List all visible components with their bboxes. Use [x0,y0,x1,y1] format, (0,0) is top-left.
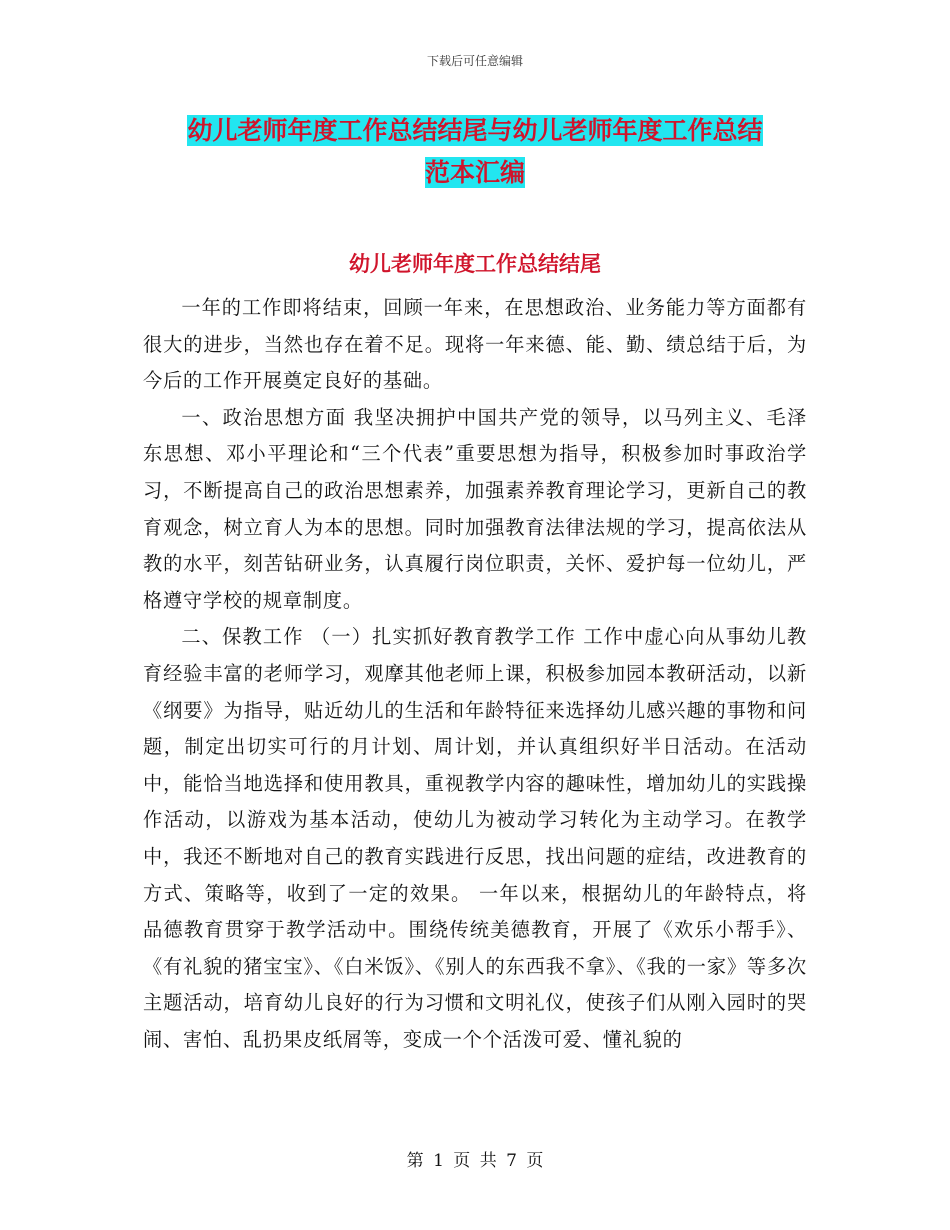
document-title [140,110,810,194]
section-title: 幼儿老师年度工作总结结尾 [349,252,601,276]
document-title-line-2: 范本汇编 [424,158,525,187]
document-body [143,290,807,1058]
paragraph-intro: 一年的工作即将结束，回顾一年来，在思想政治、业务能力等方面都有很大的进步，当然也存在着不足。现将一年来德、能、勤、绩总结于后，为今后的工作开展奠定良好的基础。 [143,296,807,393]
paragraph-teaching-work: 二、保教工作 （一）扎实抓好教育教学工作 工作中虚心向从事幼儿教育经验丰富的老师学习，观摩其他老师上课，积极参加园本教研活动，以新《纲要》为指导，贴近幼儿的生活和年龄特征来选择幼儿感兴趣的事物和问题，制定出切实可行的月计划、周计划，并认真组织好半日活动。在活动中，能恰当地选择和使用教具，重视教学内容的趣味性，增加幼儿的实践操作活动，以游戏为基本活动，使幼儿为被动学习转化为主动学习。在教学中，我还不断地对自己的教育实践进行反思，找出问题的症结，改进教育的方式、策略等，收到了一定的效果。 一年以来，根据幼儿的年龄特点，将品德教育贯穿于教学活动中。围绕传统美德教育，开展了《欢乐小帮手》、《有礼貌的猪宝宝》、《白米饭》、《别人的东西我不拿》、《我的一家》等多次主题活动，培育幼儿良好的行为习惯和文明礼仪，使孩子们从刚入园时的哭闹、害怕、乱扔果皮纸屑等，变成一个个活泼可爱、懂礼貌的 [143,625,807,1051]
page-header-note: 下载后可任意编辑 [426,54,523,68]
page-footer: 第 1 页 共 7 页 [406,1151,544,1171]
paragraph-political-thought: 一、政治思想方面 我坚决拥护中国共产党的领导，以马列主义、毛泽东思想、邓小平理论和“三个代表”重要思想为指导，积极参加时事政治学习，不断提高自己的政治思想素养，加强素养教育理论学习，更新自己的教育观念，树立育人为本的思想。同时加强教育法律法规的学习，提高依法从教的水平，刻苦钻研业务，认真履行岗位职责，关怀、爱护每一位幼儿，严格遵守学校的规章制度。 [143,405,807,612]
document-title-line-1: 幼儿老师年度工作总结结尾与幼儿老师年度工作总结 [187,116,763,145]
